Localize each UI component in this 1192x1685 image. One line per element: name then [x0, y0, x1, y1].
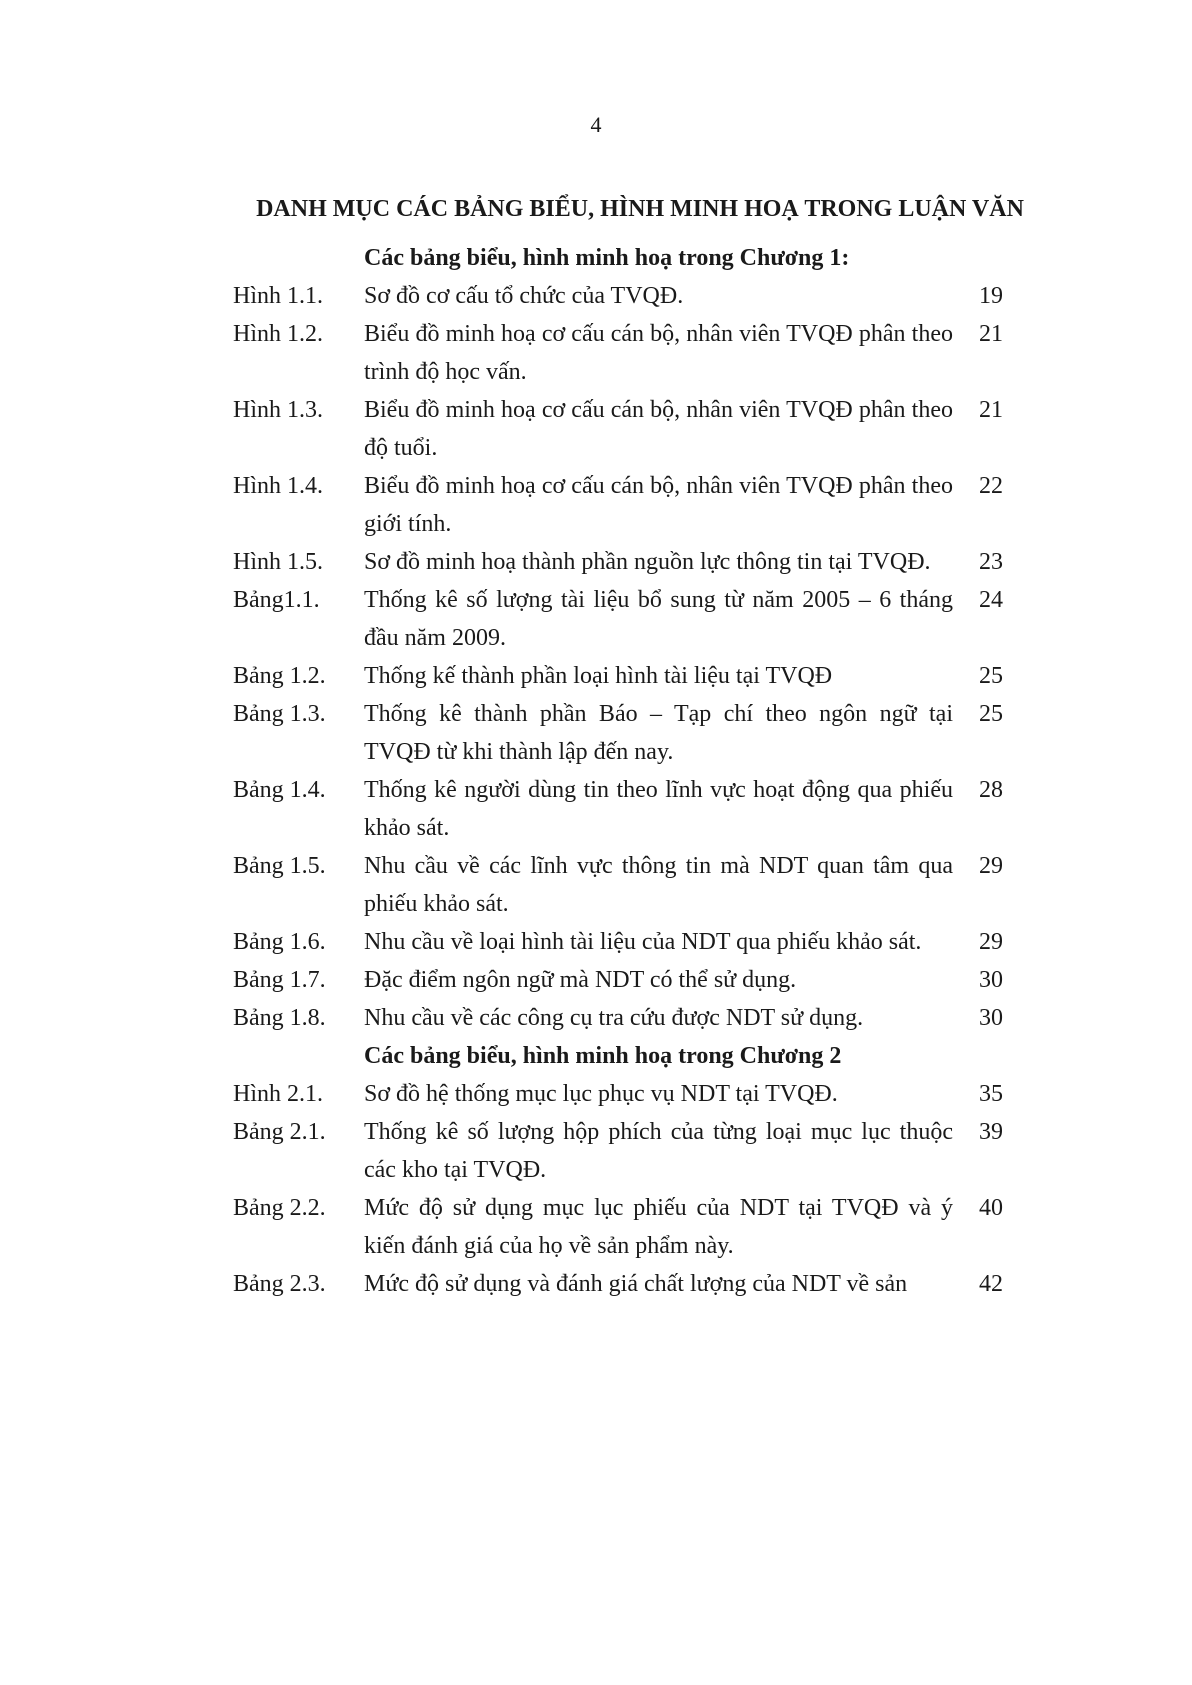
page-title: DANH MỤC CÁC BẢNG BIỂU, HÌNH MINH HOẠ TRONG LUẬN VĂN: [256, 196, 1024, 222]
entry-page-number: 29: [979, 853, 1003, 879]
toc-entry: [233, 391, 1003, 467]
entry-title: Đặc điểm ngôn ngữ mà NDT có thể sử dụng.: [364, 967, 797, 993]
entry-label: Bảng 1.6.: [233, 929, 326, 955]
entry-title: Thống kê thành phần Báo – Tạp chí theo ngôn ngữ tại TVQĐ từ khi thành lập đến nay.: [364, 701, 953, 765]
entry-label: Hình 1.5.: [233, 549, 323, 575]
entry-label: Bảng1.1.: [233, 587, 320, 613]
entry-title: Nhu cầu về các lĩnh vực thông tin mà NDT quan tâm qua phiếu khảo sát.: [364, 853, 953, 917]
entry-page-number: 24: [979, 587, 1003, 613]
entry-label: Bảng 1.2.: [233, 663, 326, 689]
entry-page-number: 25: [979, 663, 1003, 689]
entry-label: Bảng 1.4.: [233, 777, 326, 803]
toc-entry: [233, 1113, 1003, 1189]
entry-title: Thống kế thành phần loại hình tài liệu tại TVQĐ: [364, 663, 833, 689]
entry-label: Bảng 2.1.: [233, 1119, 326, 1145]
toc-entry: [233, 1075, 1003, 1113]
toc-entry: [233, 543, 1003, 581]
entry-page-number: 21: [979, 397, 1003, 423]
entry-page-number: 19: [979, 283, 1003, 309]
entry-title: Sơ đồ cơ cấu tổ chức của TVQĐ.: [364, 283, 684, 309]
entry-title: Sơ đồ minh hoạ thành phần nguồn lực thông tin tại TVQĐ.: [364, 549, 931, 575]
entry-title: Biểu đồ minh hoạ cơ cấu cán bộ, nhân viên TVQĐ phân theo giới tính.: [364, 473, 953, 537]
entry-title: Mức độ sử dụng mục lục phiếu của NDT tại TVQĐ và ý kiến đánh giá của họ về sản phẩm này.: [364, 1195, 953, 1259]
entry-label: Bảng 1.8.: [233, 1005, 326, 1031]
entry-label: Hình 2.1.: [233, 1081, 323, 1107]
entry-label: Bảng 2.3.: [233, 1271, 326, 1297]
table-of-figures: [233, 239, 1003, 1303]
entry-title: Nhu cầu về các công cụ tra cứu được NDT sử dụng.: [364, 1005, 864, 1031]
section-heading: Các bảng biểu, hình minh hoạ trong Chương 1:: [364, 245, 850, 271]
entry-title: Sơ đồ hệ thống mục lục phục vụ NDT tại TVQĐ.: [364, 1081, 838, 1107]
entry-title: Thống kê số lượng tài liệu bổ sung từ năm 2005 – 6 tháng đầu năm 2009.: [364, 587, 953, 651]
entry-title: Biểu đồ minh hoạ cơ cấu cán bộ, nhân viên TVQĐ phân theo độ tuổi.: [364, 397, 953, 461]
toc-entry: [233, 315, 1003, 391]
entry-page-number: 21: [979, 321, 1003, 347]
entry-label: Bảng 1.5.: [233, 853, 326, 879]
toc-entry: [233, 695, 1003, 771]
entry-page-number: 40: [979, 1195, 1003, 1221]
toc-entry: [233, 961, 1003, 999]
entry-label: Bảng 1.3.: [233, 701, 326, 727]
entry-page-number: 22: [979, 473, 1003, 499]
entry-page-number: 25: [979, 701, 1003, 727]
entry-title: Biểu đồ minh hoạ cơ cấu cán bộ, nhân viên TVQĐ phân theo trình độ học vấn.: [364, 321, 953, 385]
entry-page-number: 35: [979, 1081, 1003, 1107]
toc-entry: [233, 771, 1003, 847]
entry-label: Bảng 1.7.: [233, 967, 326, 993]
toc-entry: [233, 1265, 1003, 1303]
entry-title: Mức độ sử dụng và đánh giá chất lượng của NDT về sản: [364, 1271, 908, 1297]
entry-page-number: 30: [979, 1005, 1003, 1031]
toc-entry: [233, 581, 1003, 657]
entry-label: Hình 1.4.: [233, 473, 323, 499]
toc-entry: [233, 277, 1003, 315]
entry-page-number: 23: [979, 549, 1003, 575]
toc-entry: [233, 923, 1003, 961]
page-number: 4: [590, 112, 602, 137]
entry-label: Hình 1.3.: [233, 397, 323, 423]
section-heading: Các bảng biểu, hình minh hoạ trong Chương 2: [364, 1043, 842, 1069]
entry-page-number: 42: [979, 1271, 1003, 1297]
toc-entry: [233, 999, 1003, 1037]
toc-entry: [233, 847, 1003, 923]
toc-entry: [233, 467, 1003, 543]
entry-label: Hình 1.1.: [233, 283, 323, 309]
entry-page-number: 30: [979, 967, 1003, 993]
entry-page-number: 28: [979, 777, 1003, 803]
entry-label: Hình 1.2.: [233, 321, 323, 347]
toc-entry: [233, 657, 1003, 695]
entry-page-number: 39: [979, 1119, 1003, 1145]
entry-title: Thống kê người dùng tin theo lĩnh vực hoạt động qua phiếu khảo sát.: [364, 777, 953, 841]
entry-label: Bảng 2.2.: [233, 1195, 326, 1221]
entry-page-number: 29: [979, 929, 1003, 955]
entry-title: Thống kê số lượng hộp phích của từng loại mục lục thuộc các kho tại TVQĐ.: [364, 1119, 953, 1183]
entry-title: Nhu cầu về loại hình tài liệu của NDT qua phiếu khảo sát.: [364, 929, 922, 955]
toc-entry: [233, 1189, 1003, 1265]
